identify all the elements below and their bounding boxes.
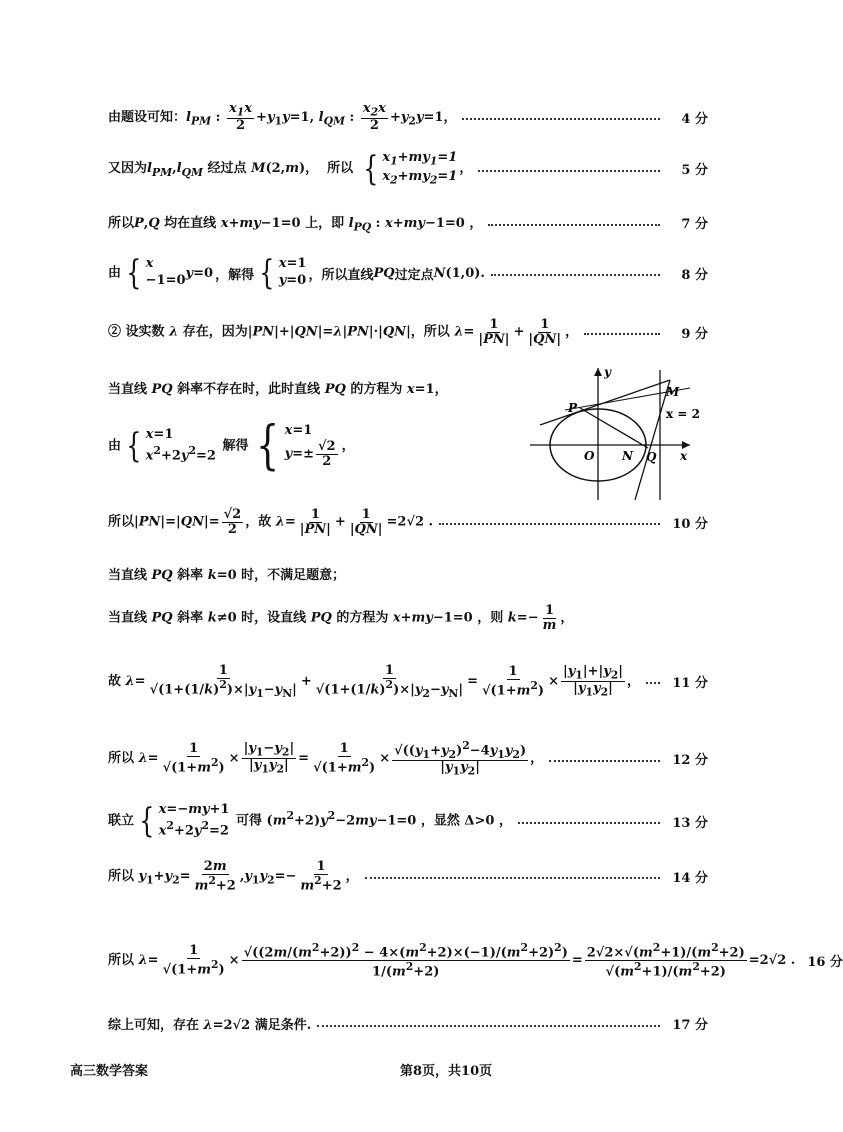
footer-course-title: 高三数学答案 (70, 1064, 149, 1079)
score-label: 12 分 (672, 753, 708, 769)
point-q-label: Q (646, 450, 657, 464)
solution-line-2: 又因为$l_{PM},l_{QM}$ 经过点 M(2,m)， 所以 { $x_1+my_1=1$ $x_2+my_2=1$ ， 5 分 (108, 148, 708, 189)
line-x2-label: x = 2 (666, 407, 700, 421)
score-label: 17 分 (672, 1018, 708, 1033)
point-m-label: M (666, 385, 680, 399)
footer-page-number: 第8页，共10页 (400, 1064, 493, 1079)
score-label: 5 分 (681, 163, 708, 179)
solution-line-7: 由 { x=1 $x^2+2y^2=2$ 解得 { x=1 y=± $\frac{√2}{2}$ ， (108, 416, 355, 476)
score-label: 14 分 (672, 870, 708, 886)
solution-line-4: 由 { x −1=0 y =0 ，解得 { x=1 y=0 ，所以直线 PQ 过定点 N (1,0). 8 分 (108, 253, 708, 293)
solution-line-9: 当直线 PQ 斜率 k=0 时，不满足题意； (108, 568, 346, 583)
solution-line-13: 联立 { x=−my+1 $x^2+2y^2=2$ 可得 $(m^2+2)y^2-2my-1=0$ ，显然 Δ>0 ， 13 分 (108, 801, 708, 842)
score-label: 13 分 (672, 815, 708, 831)
score-label: 11 分 (672, 675, 708, 691)
solution-line-10: 当直线 PQ 斜率 k≠0 时，设直线 PQ 的方程为 x+my−1=0 ，则 k=− $\frac{1}{m}$ ， (108, 603, 574, 633)
solution-line-11: 故 λ= $\frac{1}{√(1+(1/k)^2)\times|y_1-y_N|}$ + $\frac{1}{√(1+(1/k)^2)\times|y_2-y_N|}$ = $\frac{1}{√(1+m^2)}$ × $\frac{|y_1|+|y_2|}{|y_1y_2|}$ ， 11 分 (108, 663, 708, 700)
solution-line-3: 所以P,Q 均在直线 x+my−1=0 上，即 $l_{PQ}$ : x+my−1=0 ， 7 分 (108, 212, 708, 234)
solution-line-12: 所以 λ= $\frac{1}{√(1+m^2)}$ × $\frac{|y_1-y_2|}{|y_1y_2|}$ = $\frac{1}{√(1+m^2)}$ × $\frac{√((y_1+y_2)^2-4y_1y_2)}{|y_1y_2|}$ ， 12 分 (108, 739, 708, 778)
score-label: 16 分 (807, 954, 843, 970)
solution-line-16: 综上可知，存在 λ=2√2 满足条件. 17 分 (108, 1014, 708, 1033)
ellipse-diagram (520, 360, 700, 510)
solution-line-5: ② 设实数 λ 存在，因为|PN|+|QN|=λ|PN|·|QN|，所以 λ= $\frac{1}{|PN|}$ + $\frac{1}{|QN|}$ ， 9 分 (108, 317, 708, 347)
score-label: 7 分 (681, 217, 708, 233)
score-label: 10 分 (672, 516, 708, 532)
solution-line-1: 由题设可知：$l_{PM}$ : $\frac{x_1x}{2}$ $+y_1y=1$, $l_{QM}$ : $\frac{x_2x}{2}$ $+y_2y=1$， 4 分 (108, 101, 708, 133)
point-p-label: P (568, 401, 578, 415)
solution-line-15: 所以 λ= $\frac{1}{√(1+m^2)}$ × $\frac{√((2m/(m^2+2))^2 - 4\times(m^2+2)\times(-1)/(m^2+2)^2)}{1/(m^2+2)}$ = $\frac{2√2\times√(m^2+1)/(m^2+2)}{√(m^2+1)/(m^2+2)}$ =2√2 . 16 分 (108, 941, 843, 980)
score-label: 9 分 (681, 326, 708, 342)
score-label: 8 分 (681, 267, 708, 283)
y-axis-label: y (604, 365, 611, 379)
x-axis-label: x (680, 449, 688, 463)
origin-label: O (584, 449, 595, 463)
solution-line-8: 所以|PN|=|QN|= $\frac{√2}{2}$ ，故 λ= $\frac{1}{|PN|}$ + $\frac{1}{|QN|}$ =2√2 . 10 分 (108, 507, 708, 537)
score-label: 4 分 (681, 111, 708, 127)
solution-line-6: 当直线 PQ 斜率不存在时，此时直线 PQ 的方程为 x=1， (108, 382, 448, 397)
solution-line-14: 所以 $y_1+y_2=$ $\frac{2m}{m^2+2}$ $,y_1y_2=-$ $\frac{1}{m^2+2}$ ， 14 分 (108, 859, 708, 893)
point-n-label: N (622, 449, 633, 463)
